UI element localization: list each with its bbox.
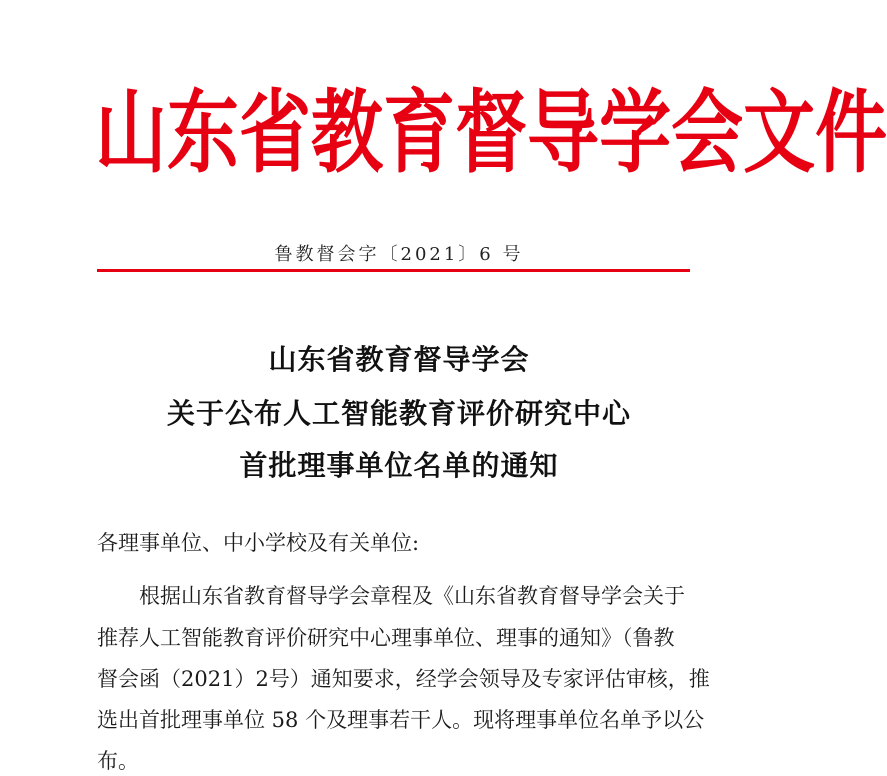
body-line: 督会函（2021）2号）通知要求，经学会领导及专家评估审核，推 [97, 667, 710, 691]
title-line-1: 山东省教育督导学会 [268, 343, 530, 376]
masthead-char: 山 [95, 79, 168, 185]
masthead-char: 文 [743, 79, 816, 185]
masthead-char: 督 [455, 79, 528, 185]
body-line: 选出首批理事单位 58 个及理事若干人。现将理事单位名单予以公 [97, 708, 705, 732]
masthead-char: 育 [383, 79, 456, 185]
masthead-char: 教 [311, 79, 384, 185]
body-line: 布。 [97, 749, 139, 773]
masthead-char: 会 [671, 79, 744, 185]
body-line: 根据山东省教育督导学会章程及《山东省教育督导学会关于 [139, 584, 685, 608]
masthead-char: 学 [599, 79, 672, 185]
document-number: 鲁教督会字〔2021〕6 号 [274, 244, 524, 265]
salutation: 各理事单位、中小学校及有关单位: [97, 531, 420, 555]
masthead-char: 东 [167, 79, 240, 185]
title-line-2: 关于公布人工智能教育评价研究中心 [166, 397, 631, 430]
body-line: 推荐人工智能教育评价研究中心理事单位、理事的通知》（鲁教 [97, 626, 675, 650]
masthead-char: 件 [815, 79, 887, 185]
masthead-char: 省 [239, 79, 312, 185]
masthead-char: 导 [527, 79, 600, 185]
title-line-3: 首批理事单位名单的通知 [239, 449, 559, 482]
masthead-title [95, 79, 887, 185]
red-divider-line [97, 269, 690, 272]
